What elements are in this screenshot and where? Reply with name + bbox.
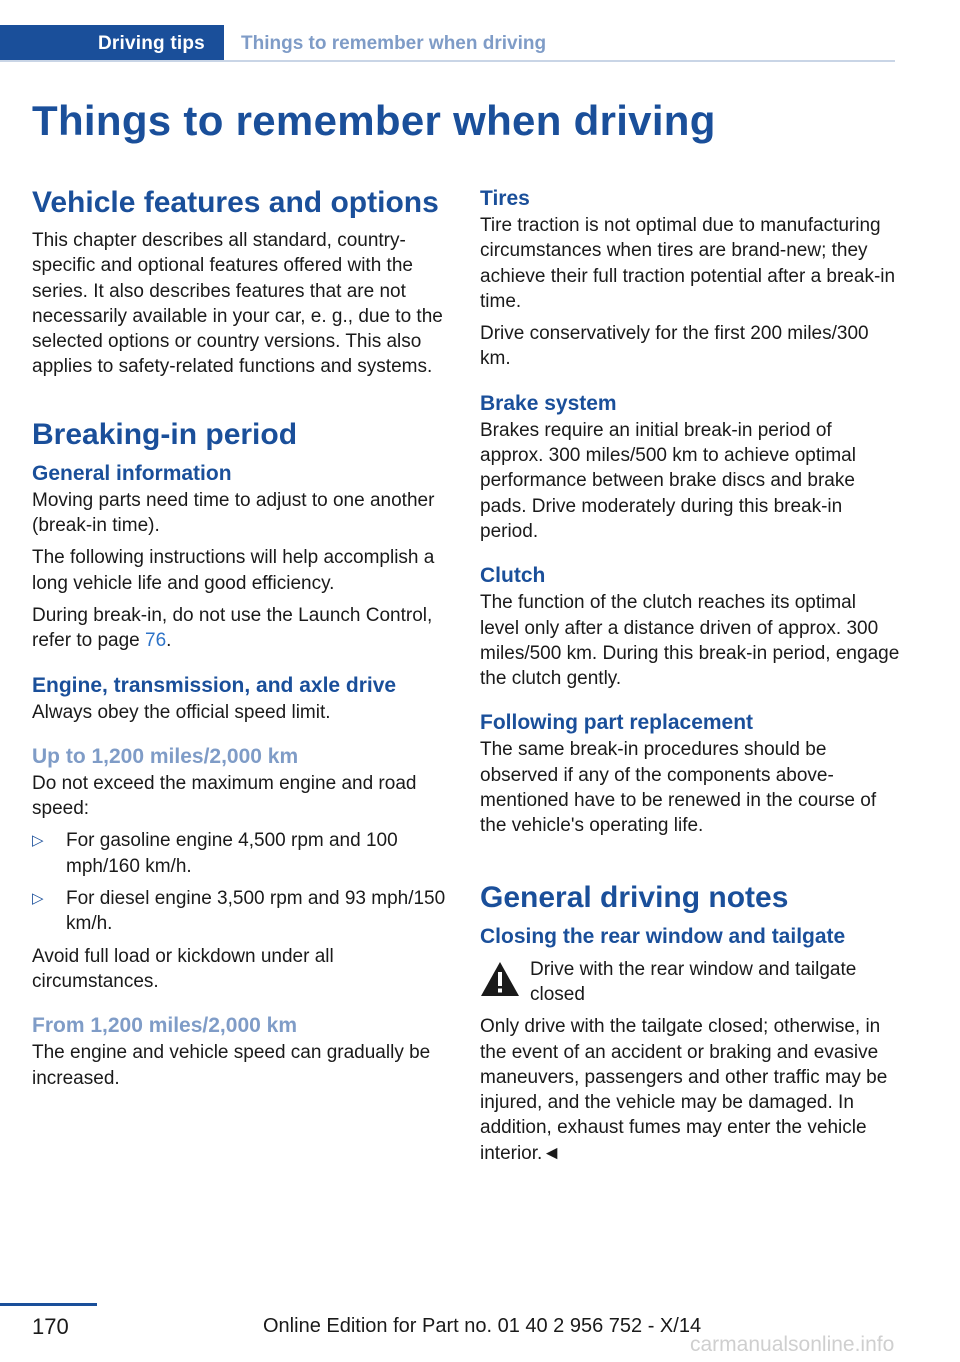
page-reference-link[interactable]: 76 xyxy=(145,630,167,652)
brake-text: Brakes require an initial break-in period of approx. 300 miles/500 km to achieve optimal performance between brake discs and brake pads. Drive moderately during this break-in period. xyxy=(480,419,856,542)
footer-rule xyxy=(0,1303,97,1306)
from-block xyxy=(32,1012,446,1091)
general-information-p1: Moving parts need time to adjust to one another (break-in time). xyxy=(32,489,435,537)
chapter-tab[interactable]: Driving tips xyxy=(0,25,224,62)
section-heading-vehicle-features: Vehicle features and options xyxy=(32,186,439,219)
subheading-tires: Tires xyxy=(480,187,530,210)
list-item xyxy=(32,886,446,937)
subheading-up-to: Up to 1,200 miles/2,000 km xyxy=(32,744,299,768)
subheading-from: From 1,200 miles/2,000 km xyxy=(32,1014,297,1038)
tires-block xyxy=(480,185,900,372)
warning-note xyxy=(480,957,900,1008)
warning-text: Drive with the rear window and tailgate closed xyxy=(530,958,857,1005)
tires-p2: Drive conservatively for the first 200 miles/300 km. xyxy=(480,323,869,370)
subheading-part-replacement: Following part replacement xyxy=(480,711,754,735)
engine-text: Always obey the official speed limit. xyxy=(32,701,331,723)
watermark-text: carmanualsonline.info xyxy=(690,1333,895,1356)
section-heading-breaking-in: Breaking-in period xyxy=(32,417,298,451)
list-item-text: For diesel engine 3,500 rpm and 93 mph/150 km/h. xyxy=(66,888,446,935)
warning-triangle-icon xyxy=(480,961,520,997)
general-information-block xyxy=(32,460,446,654)
list-item xyxy=(32,828,446,879)
clutch-text: The function of the clutch reaches its optimal level only after a distance driven of approx. 300 miles/500 km. During this break-in period, engage the clutch gently. xyxy=(480,592,900,690)
up-to-outro: Avoid full load or kickdown under all circumstances. xyxy=(32,945,334,992)
brake-block xyxy=(480,390,900,544)
subheading-closing-rear-window: Closing the rear window and tailgate xyxy=(480,924,846,948)
period-text: . xyxy=(166,630,172,652)
replacement-text: The same break-in procedures should be observed if any of the components above-mentioned have to be renewed in the course of the vehicle's operating life. xyxy=(480,739,877,837)
general-information-p3 xyxy=(32,603,446,654)
subheading-brake-system: Brake system xyxy=(480,391,617,415)
subheading-engine-transmission: Engine, transmission, and axle drive xyxy=(32,673,397,697)
header-rule xyxy=(0,60,895,62)
closing-text: Only drive with the tailgate closed; otherwise, in the event of an accident or braking and evasive maneuvers, passengers and other traffic may be injured, and the vehicle may be damaged. In addition, exhaust fumes may enter the vehicle interior.◄ xyxy=(480,1016,888,1164)
right-column xyxy=(480,185,900,1173)
page-number: 170 xyxy=(32,1314,69,1339)
replacement-block xyxy=(480,709,900,838)
clutch-block xyxy=(480,562,900,691)
speed-limit-list xyxy=(32,828,446,936)
triangle-right-icon: ▷ xyxy=(32,890,44,908)
page-title: Things to remember when driving xyxy=(32,97,716,144)
section-heading-general-driving-notes: General driving notes xyxy=(480,880,789,914)
edition-text: Online Edition for Part no. 01 40 2 956 752 - X/14 xyxy=(263,1315,702,1337)
up-to-intro: Do not exceed the maximum engine and road speed: xyxy=(32,772,417,820)
tires-p1: Tire traction is not optimal due to manufacturing circumstances when tires are brand-new; they achieve their full traction potential after a break-in time. xyxy=(480,215,896,312)
page-header xyxy=(0,25,895,62)
engine-block xyxy=(32,672,446,725)
vehicle-features-text: This chapter describes all standard, country-specific and optional features offered with the series. It also describes features that are not necessarily available in your car, e. g., due to the selected options or country versions. This also applies to safety-related functions and systems. xyxy=(32,230,443,378)
list-item-text: For gasoline engine 4,500 rpm and 100 mph/160 km/h. xyxy=(66,830,398,877)
from-text: The engine and vehicle speed can gradually be increased. xyxy=(32,1042,431,1089)
breadcrumb[interactable]: Things to remember when driving xyxy=(241,33,547,54)
general-information-p2: The following instructions will help accomplish a long vehicle life and good efficiency. xyxy=(32,547,435,594)
subheading-general-information: General information xyxy=(32,461,232,485)
launch-control-text: During break-in, do not use the Launch Control, refer to page xyxy=(32,604,433,652)
left-column xyxy=(32,186,446,1109)
subheading-clutch: Clutch xyxy=(480,564,546,588)
triangle-right-icon: ▷ xyxy=(32,832,44,850)
up-to-block xyxy=(32,743,446,994)
